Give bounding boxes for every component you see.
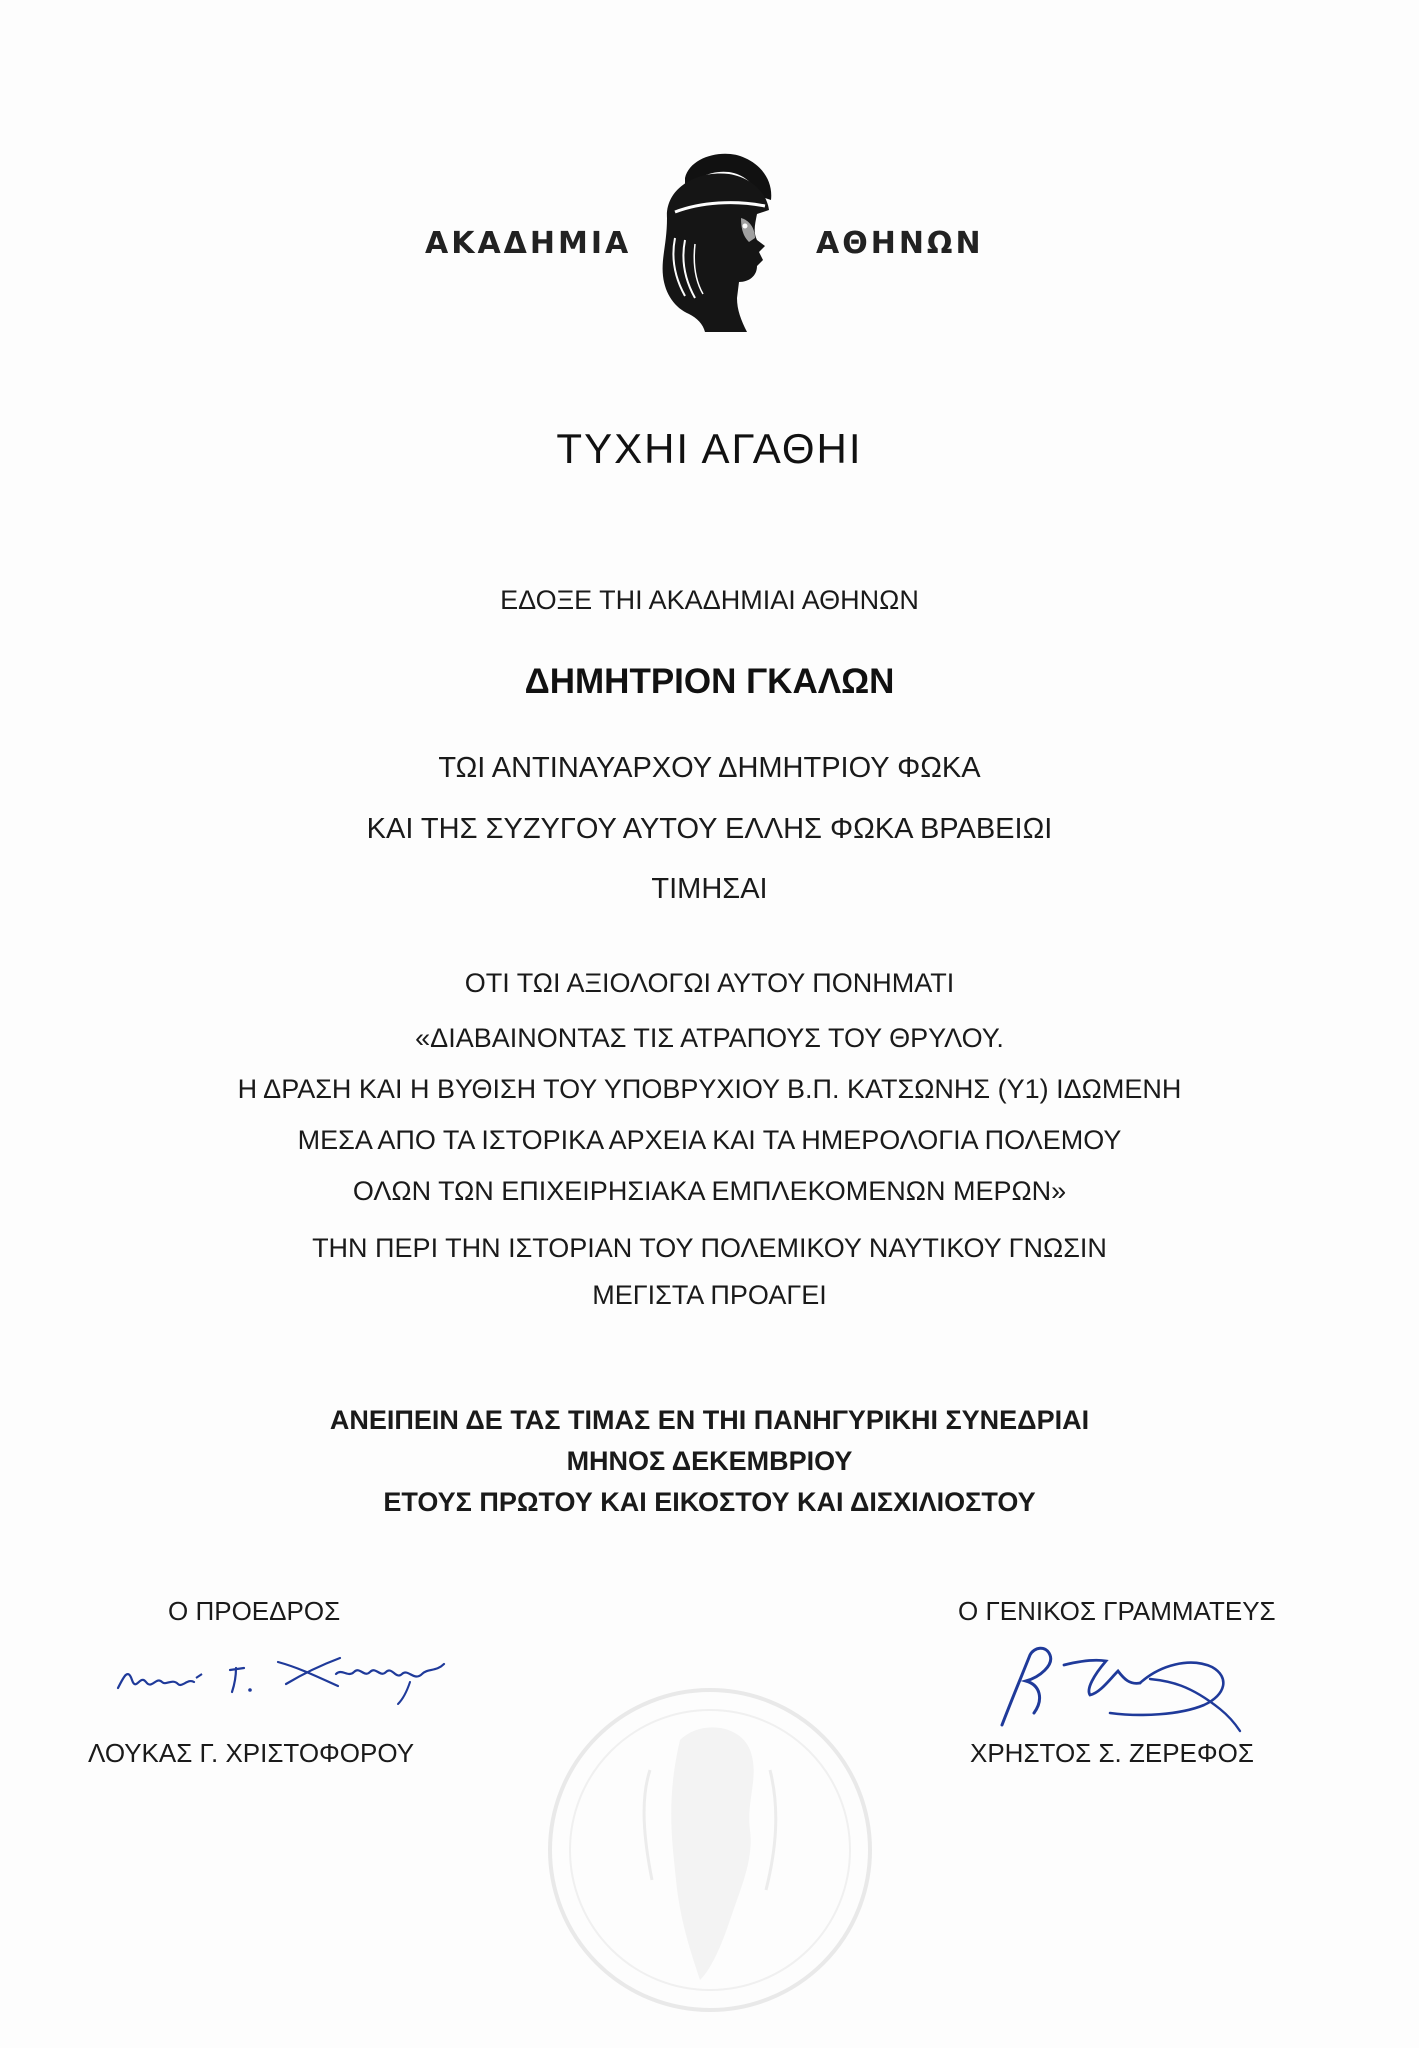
award-line-2: ΚΑΙ ΤΗΣ ΣΥΖΥΓΟΥ ΑΥΤΟΥ ΕΛΛΗΣ ΦΩΚΑ ΒΡΑΒΕΙΩΙ (366, 813, 1053, 845)
recipient-name: ΔΗΜΗΤΡΙΟΝ ΓΚΑΛΩΝ (524, 662, 895, 701)
award-line-3: ΤΙΜΗΣΑΙ (651, 873, 768, 905)
reason-line-5: ΟΛΩΝ ΤΩΝ ΕΠΙΧΕΙΡΗΣΙΑΚΑ ΕΜΠΛΕΚΟΜΕΝΩΝ ΜΕΡΩΝ» (352, 1176, 1067, 1206)
reason-line-4: ΜΕΣΑ ΑΠΟ ΤΑ ΙΣΤΟΡΙΚΑ ΑΡΧΕΙΑ ΚΑΙ ΤΑ ΗΜΕΡΟΛΟΓΙΑ ΠΟΛΕΜΟΥ (297, 1125, 1122, 1155)
president-name: ΛΟΥΚΑΣ Γ. ΧΡΙΣΤΟΦΟΡΟΥ (88, 1738, 415, 1768)
athena-head-icon (645, 148, 795, 334)
secretary-name: ΧΡΗΣΤΟΣ Σ. ΖΕΡΕΦΟΣ (970, 1738, 1254, 1768)
reason-line-1: ΟΤΙ ΤΩΙ ΑΞΙΟΛΟΓΩΙ ΑΥΤΟΥ ΠΟΝΗΜΑΤΙ (464, 968, 955, 998)
decision-line: ΕΔΟΞΕ ΤΗΙ ΑΚΑΔΗΜΙΑΙ ΑΘΗΝΩΝ (500, 585, 919, 615)
reason-line-2: «ΔΙΑΒΑΙΝΟΝΤΑΣ ΤΙΣ ΑΤΡΑΠΟΥΣ ΤΟΥ ΘΡΥΛΟΥ. (415, 1023, 1004, 1053)
president-title: Ο ΠΡΟΕΔΡΟΣ (168, 1596, 341, 1626)
secretary-signature (990, 1635, 1250, 1735)
embossed-seal-icon (540, 1680, 880, 2020)
academy-name-right: ΑΘΗΝΩΝ (816, 226, 984, 261)
announcement-line-1: ΑΝΕΙΠΕΙΝ ΔΕ ΤΑΣ ΤΙΜΑΣ ΕΝ ΤΗΙ ΠΑΝΗΓΥΡΙΚΗΙ ΣΥΝΕΔΡΙΑΙ (329, 1405, 1090, 1435)
president-signature (110, 1638, 470, 1708)
reason-line-7: ΜΕΓΙΣΤΑ ΠΡΟΑΓΕΙ (592, 1280, 827, 1310)
academy-name-left: ΑΚΑΔΗΜΙΑ (425, 226, 632, 261)
reason-line-3: Η ΔΡΑΣΗ ΚΑΙ Η ΒΥΘΙΣΗ ΤΟΥ ΥΠΟΒΡΥΧΙΟΥ Β.Π. ΚΑΤΣΩΝΗΣ (Υ1) ΙΔΩΜΕΝΗ (237, 1074, 1182, 1104)
announcement-line-3: ΕΤΟΥΣ ΠΡΩΤΟΥ ΚΑΙ ΕΙΚΟΣΤΟΥ ΚΑΙ ΔΙΣΧΙΛΙΟΣΤΟΥ (383, 1487, 1036, 1517)
reason-line-6: ΤΗΝ ΠΕΡΙ ΤΗΝ ΙΣΤΟΡΙΑΝ ΤΟΥ ΠΟΛΕΜΙΚΟΥ ΝΑΥΤΙΚΟΥ ΓΝΩΣΙΝ (312, 1233, 1107, 1263)
academy-header (0, 148, 1419, 338)
secretary-title: Ο ΓΕΝΙΚΟΣ ΓΡΑΜΜΑΤΕΥΣ (958, 1596, 1276, 1626)
announcement-line-2: ΜΗΝΟΣ ΔΕΚΕΜΒΡΙΟΥ (566, 1446, 853, 1476)
motto-heading: ΤΥΧΗΙ ΑΓΑΘΗΙ (556, 425, 863, 472)
award-line-1: ΤΩΙ ΑΝΤΙΝΑΥΑΡΧΟΥ ΔΗΜΗΤΡΙΟΥ ΦΩΚΑ (438, 752, 981, 784)
